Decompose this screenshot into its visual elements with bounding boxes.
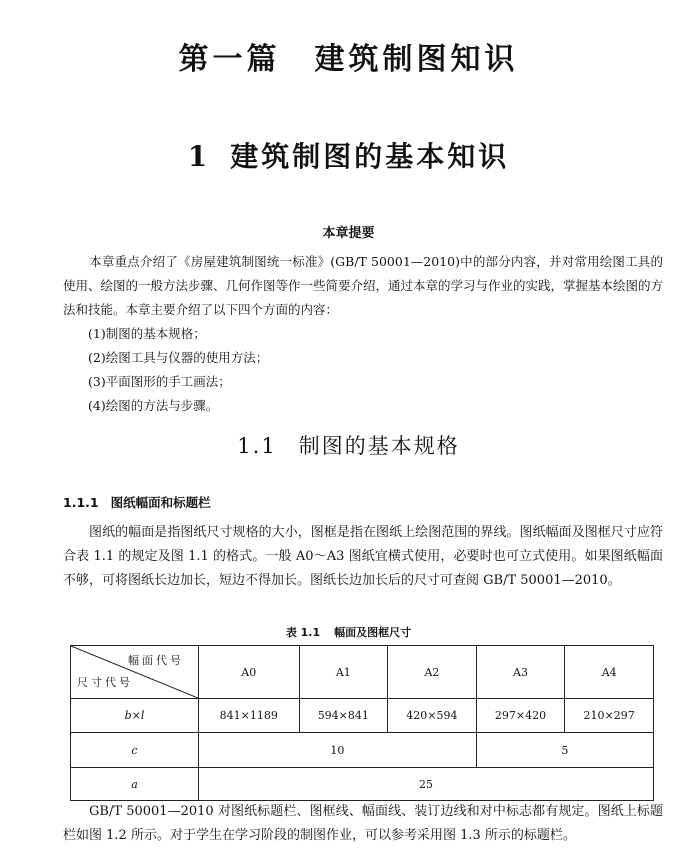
summary-heading: 本章提要 xyxy=(322,226,375,241)
section-title xyxy=(0,430,697,460)
chapter-number: 1 xyxy=(187,140,211,173)
size-table xyxy=(70,645,654,801)
table-cell: 5 xyxy=(476,733,653,768)
subsection-name: 图纸幅面和标题栏 xyxy=(110,495,211,510)
header-sheet-code: 幅面代号 xyxy=(128,654,184,667)
body-paragraph-2 xyxy=(63,800,663,848)
header-dimension-code: 尺寸代号 xyxy=(77,676,133,689)
table-caption-title: 幅面及图框尺寸 xyxy=(334,626,412,639)
table-caption xyxy=(0,624,697,640)
table-diagonal-header xyxy=(71,646,199,699)
table-row xyxy=(71,768,654,801)
summary-item: (1)制图的基本规格； xyxy=(88,326,206,341)
column-header: A0 xyxy=(199,646,300,699)
part-title xyxy=(0,34,697,78)
table-row xyxy=(71,699,654,733)
table-header-row xyxy=(71,646,654,699)
summary-item: (4)绘图的方法与步骤。 xyxy=(88,398,219,413)
table-cell: 594×841 xyxy=(299,699,388,733)
row-label: a xyxy=(71,768,199,801)
row-label: c xyxy=(71,733,199,768)
summary-item: (3)平面图形的手工画法； xyxy=(88,374,231,389)
chapter-title xyxy=(0,135,697,175)
table-cell: 841×1189 xyxy=(199,699,300,733)
table-caption-number: 表 1.1 xyxy=(285,626,321,639)
chapter-name: 建筑制图的基本知识 xyxy=(230,140,510,173)
row-label: b×l xyxy=(71,699,199,733)
column-header: A4 xyxy=(565,646,654,699)
table-cell: 25 xyxy=(199,768,654,801)
column-header: A2 xyxy=(388,646,477,699)
paragraph-2-text: GB/T 50001—2010 对图纸标题栏、图框线、幅面线、装订边线和对中标志都有规定。图纸上标题栏如图 1.2 所示。对于学生在学习阶段的制图作业，可以参考采用图 1.3 所示的标题栏。 xyxy=(63,804,663,843)
table-cell: 420×594 xyxy=(388,699,477,733)
part-label: 第一篇 xyxy=(178,42,281,77)
subsection-title xyxy=(63,493,211,511)
summary-text: 本章重点介绍了《房屋建筑制图统一标准》(GB/T 50001—2010)中的部分内容，并对常用绘图工具的使用、绘图的一般方法步骤、几何作图等作一些简要介绍，通过本章的学习与作业的实践，掌握基本绘图的方法和技能。本章主要介绍了以下四个方面的内容： xyxy=(63,254,664,317)
summary-paragraph xyxy=(63,250,663,322)
body-paragraph-1 xyxy=(63,521,663,593)
column-header: A3 xyxy=(476,646,565,699)
section-number: 1.1 xyxy=(237,434,277,458)
column-header: A1 xyxy=(299,646,388,699)
table-row xyxy=(71,733,654,768)
table-cell: 297×420 xyxy=(476,699,565,733)
subsection-number: 1.1.1 xyxy=(63,495,99,510)
part-name: 建筑制图知识 xyxy=(314,42,519,77)
table-cell: 210×297 xyxy=(565,699,654,733)
paragraph-1-text: 图纸的幅面是指图纸尺寸规格的大小，图框是指在图纸上绘图范围的界线。图纸幅面及图框尺寸应符合表 1.1 的规定及图 1.1 的格式。一般 A0～A3 图纸宜横式使用，必要时也可立式使用。如果图纸幅面不够，可将图纸长边加长，短边不得加长。图纸长边加长后的尺寸可查阅 GB/T 50001—2010。 xyxy=(63,525,663,588)
table-cell: 10 xyxy=(199,733,477,768)
section-name: 制图的基本规格 xyxy=(298,434,460,458)
summary-item: (2)绘图工具与仪器的使用方法； xyxy=(88,350,269,365)
